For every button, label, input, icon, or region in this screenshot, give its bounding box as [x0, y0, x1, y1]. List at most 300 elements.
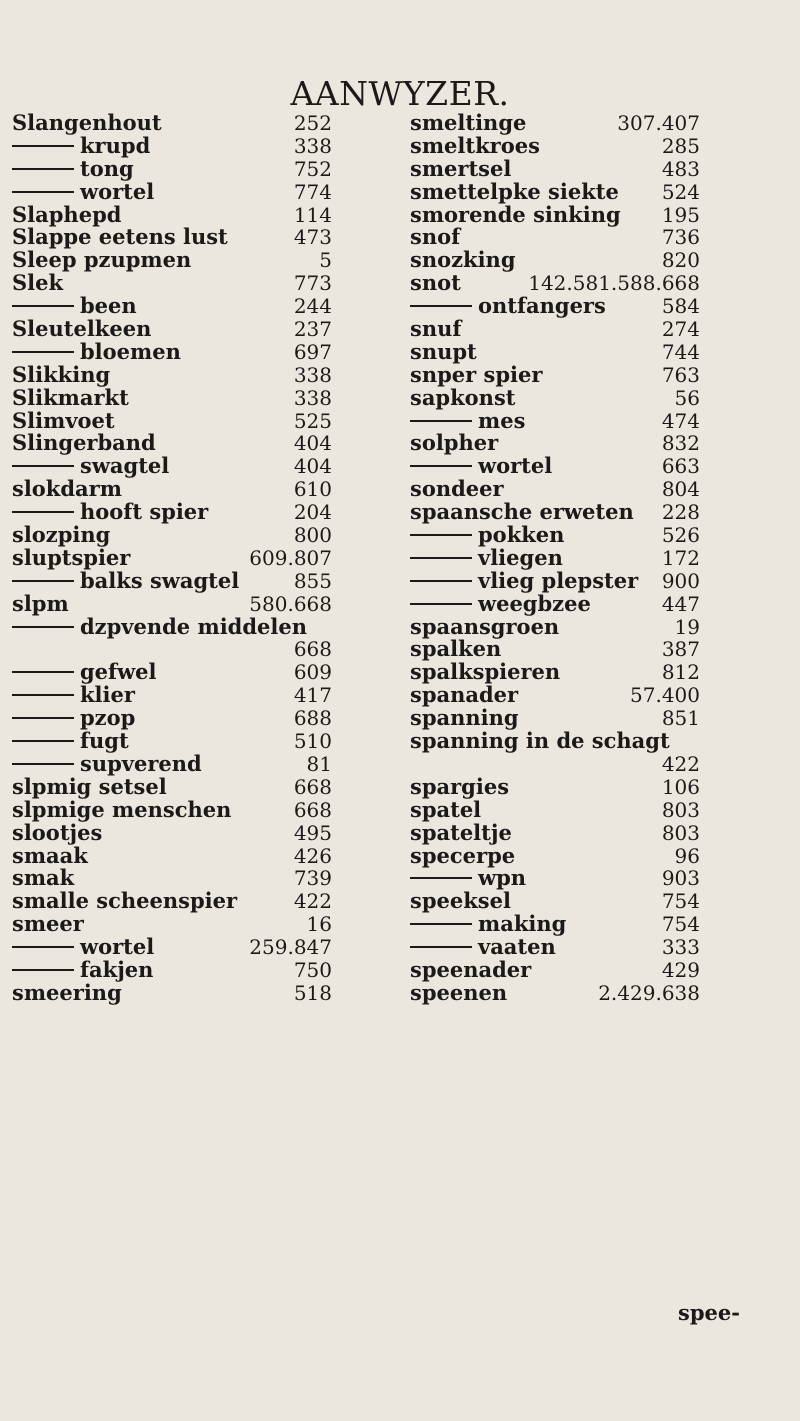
- entry-term-text: spalken: [410, 636, 502, 662]
- entry-term: [12, 567, 240, 593]
- entry-term-text: spalkspieren: [410, 659, 561, 685]
- entry-term-text: snuf: [410, 316, 462, 342]
- index-entry: [410, 796, 740, 822]
- ditto-dash: [12, 671, 74, 673]
- entry-term: [410, 112, 526, 135]
- entry-page-number: 800: [293, 523, 332, 548]
- entry-term-text: sluptspier: [12, 544, 131, 570]
- index-entry: [410, 272, 740, 295]
- entry-page-number: 518: [293, 980, 332, 1005]
- ditto-dash: [410, 603, 472, 605]
- entry-term-text: sondeer: [410, 476, 504, 502]
- entry-page-number: 387: [661, 637, 700, 662]
- entry-term: [12, 842, 88, 868]
- entry-term: [410, 178, 619, 204]
- entry-page-number: 338: [293, 385, 332, 410]
- entry-term-text: supverend: [80, 750, 202, 776]
- entry-term-text: slozping: [12, 522, 111, 548]
- entry-term: [12, 132, 151, 158]
- entry-page-number: 903: [661, 866, 700, 891]
- entry-page-number: 447: [661, 591, 700, 616]
- entry-page-number: 19: [674, 614, 700, 639]
- entry-term: [12, 890, 237, 913]
- entry-term: [12, 661, 157, 684]
- entry-page-number: 663: [661, 454, 700, 479]
- entry-term: [12, 112, 162, 135]
- entry-term: [12, 544, 131, 570]
- entry-term: [410, 338, 477, 364]
- entry-page-number: 668: [293, 637, 332, 662]
- entry-page-number: 763: [661, 362, 700, 387]
- entry-page-number: 172: [661, 545, 700, 570]
- entry-page-number: 5: [319, 248, 332, 273]
- index-entry: [410, 638, 740, 661]
- entry-page-number: 142.581.588.668: [528, 271, 700, 296]
- index-entry: [410, 501, 740, 524]
- entry-term: [410, 773, 510, 799]
- entry-page-number: 580.668: [249, 591, 332, 616]
- entry-term-text: spatel: [410, 796, 482, 822]
- entry-term-text: weegbzee: [478, 590, 591, 616]
- entry-page-number: 495: [293, 820, 332, 845]
- entry-term-text: Slikking: [12, 361, 111, 387]
- entry-term: [410, 867, 526, 890]
- index-entry: [12, 936, 392, 959]
- ditto-dash: [12, 740, 74, 742]
- index-entry: [410, 707, 740, 730]
- ditto-dash: [12, 694, 74, 696]
- ditto-dash: [410, 877, 472, 879]
- entry-term: [12, 272, 63, 295]
- index-entry: [410, 432, 740, 455]
- index-entry: [12, 590, 392, 616]
- entry-term: [410, 913, 566, 936]
- entry-term-text: Slangenhout: [12, 110, 162, 135]
- entry-term: [12, 318, 151, 341]
- entry-term: [12, 432, 156, 455]
- entry-term-text: mes: [478, 407, 526, 433]
- ditto-dash: [410, 580, 472, 582]
- entry-term: [410, 249, 516, 272]
- left-column: [12, 112, 392, 1005]
- entry-page-number: 832: [661, 431, 700, 456]
- entry-page-number: 851: [661, 706, 700, 731]
- ditto-dash: [410, 946, 472, 948]
- index-entry: [12, 318, 392, 341]
- entry-term-text: been: [80, 293, 137, 319]
- entry-page-number: 609: [293, 660, 332, 685]
- entry-term-text: speeksel: [410, 888, 511, 914]
- entry-term-text: spanning in de schagt: [410, 728, 670, 754]
- entry-page-number: 404: [293, 431, 332, 456]
- entry-term: [410, 613, 560, 639]
- index-entry: [12, 684, 392, 707]
- ditto-dash: [410, 534, 472, 536]
- entry-term: [12, 979, 122, 1005]
- ditto-dash: [12, 717, 74, 719]
- entry-term-text: klier: [80, 682, 135, 708]
- index-entry: [12, 707, 392, 730]
- entry-term-text: snot: [410, 270, 461, 296]
- entry-page-number: 526: [661, 523, 700, 548]
- index-entry: [410, 201, 740, 227]
- entry-page-number: 584: [661, 294, 700, 319]
- ditto-dash: [410, 557, 472, 559]
- ditto-dash: [12, 191, 74, 193]
- entry-term-text: smeering: [12, 979, 122, 1005]
- ditto-dash: [12, 969, 74, 971]
- entry-term: [410, 478, 504, 501]
- entry-page-number: 259.847: [249, 935, 332, 960]
- entry-page-number: 739: [293, 866, 332, 891]
- entry-term-text: vaaten: [478, 934, 556, 960]
- entry-term-text: Sleep pzupmen: [12, 247, 192, 273]
- index-entry: [410, 132, 740, 158]
- index-entry: [12, 384, 392, 410]
- entry-term: [12, 524, 110, 547]
- entry-page-number: 56: [674, 385, 700, 410]
- entry-page-number: 417: [293, 683, 332, 708]
- entry-term-text: vlieg plepster: [478, 567, 639, 593]
- entry-page-number: 804: [661, 477, 700, 502]
- index-entry: [410, 155, 740, 181]
- ditto-dash: [410, 465, 472, 467]
- entry-term: [12, 590, 69, 616]
- entry-term: [410, 544, 563, 570]
- index-entry: [12, 249, 392, 272]
- index-entry: [12, 478, 392, 501]
- entry-page-number: 754: [661, 912, 700, 937]
- entry-term: [410, 638, 501, 661]
- entry-term: [410, 295, 606, 318]
- entry-page-number: 668: [293, 774, 332, 799]
- entry-term: [12, 956, 154, 982]
- entry-term: [410, 318, 461, 341]
- entry-page-number: 96: [674, 843, 700, 868]
- entry-term: [410, 132, 540, 158]
- entry-term: [410, 361, 543, 387]
- entry-page-number: 525: [293, 408, 332, 433]
- entry-page-number: 404: [293, 454, 332, 479]
- entry-term-text: specerpe: [410, 842, 516, 868]
- entry-page-number: 237: [293, 317, 332, 342]
- index-entry: [410, 956, 740, 982]
- ditto-dash: [12, 168, 74, 170]
- entry-term: [410, 567, 639, 593]
- index-entry: [12, 773, 392, 799]
- entry-page-number: 114: [293, 202, 332, 227]
- entry-page-number: 473: [293, 225, 332, 250]
- entry-page-number: 688: [293, 706, 332, 731]
- index-entry: [410, 567, 740, 593]
- entry-page-number: 750: [293, 957, 332, 982]
- entry-page-number: 195: [661, 202, 700, 227]
- entry-term-text: smettelpke siekte: [410, 178, 619, 204]
- index-entry: [12, 524, 392, 547]
- ditto-dash: [12, 465, 74, 467]
- entry-term: [410, 407, 526, 433]
- entry-term: [410, 226, 460, 249]
- index-entry: [410, 936, 740, 959]
- entry-page-number: 752: [293, 156, 332, 181]
- entry-term: [410, 684, 518, 707]
- index-entry: [410, 295, 740, 318]
- index-entry: [12, 796, 392, 822]
- entry-term: [12, 819, 103, 845]
- entry-term: [410, 590, 591, 616]
- right-column: [410, 112, 740, 1005]
- index-entry: [12, 295, 392, 318]
- entry-term-text: spanader: [410, 682, 519, 708]
- entry-term: [12, 338, 181, 364]
- entry-term-text: hooft spier: [80, 499, 209, 525]
- entry-term: [410, 455, 552, 478]
- entry-term: [12, 613, 308, 639]
- index-entry: [12, 956, 392, 982]
- entry-term: [410, 842, 516, 868]
- index-entry: [12, 432, 392, 455]
- index-entry: [410, 890, 740, 913]
- ditto-dash: [410, 305, 472, 307]
- index-entry: [12, 867, 392, 890]
- entry-term: [12, 913, 84, 936]
- entry-term: [12, 455, 169, 478]
- entry-page-number: 204: [293, 500, 332, 525]
- entry-term-text: snozking: [410, 247, 516, 273]
- index-entry: [410, 590, 740, 616]
- entry-term-text: pzop: [80, 705, 136, 731]
- entry-term-text: dzpvende middelen: [80, 613, 308, 639]
- entry-page-number: 668: [293, 797, 332, 822]
- index-entry: [12, 178, 392, 204]
- entry-page-number: 510: [293, 729, 332, 754]
- entry-term-text: fakjen: [80, 956, 154, 982]
- entry-term-text: Slingerband: [12, 430, 156, 456]
- entry-term-text: slpm: [12, 590, 69, 616]
- ditto-dash: [410, 923, 472, 925]
- index-entry: [12, 272, 392, 295]
- entry-page-number: 483: [661, 156, 700, 181]
- index-entry: [410, 819, 740, 845]
- index-entry: [12, 661, 392, 684]
- ditto-dash: [12, 511, 74, 513]
- entry-term-text: Slimvoet: [12, 407, 115, 433]
- index-entry: [12, 155, 392, 181]
- entry-term-text: tong: [80, 155, 134, 181]
- entry-term: [410, 796, 482, 822]
- entry-page-number: 422: [293, 889, 332, 914]
- entry-term: [12, 707, 135, 730]
- index-entry: [12, 226, 392, 249]
- entry-term: [410, 956, 532, 982]
- entry-page-number: 16: [306, 912, 332, 937]
- entry-term: [410, 272, 461, 295]
- entry-term: [410, 661, 560, 684]
- index-entry: [12, 819, 392, 845]
- entry-term: [12, 867, 74, 890]
- index-entry: [410, 226, 740, 249]
- entry-page-number: 57.400: [630, 683, 700, 708]
- index-entry: [12, 361, 392, 387]
- entry-term: [410, 501, 634, 524]
- entry-term-text: smeltinge: [410, 110, 527, 135]
- entry-term: [410, 890, 511, 913]
- ditto-dash: [12, 305, 74, 307]
- entry-page-number: 754: [661, 889, 700, 914]
- entry-term-text: making: [478, 911, 567, 937]
- entry-term-text: smertsel: [410, 155, 512, 181]
- ditto-dash: [12, 580, 74, 582]
- entry-term-text: wpn: [478, 865, 527, 891]
- index-entry: [12, 201, 392, 227]
- index-entry: [12, 842, 392, 868]
- entry-page-number: 609.807: [249, 545, 332, 570]
- index-entry: [12, 567, 392, 593]
- index-entry: [410, 730, 740, 776]
- entry-term-text: spargies: [410, 773, 510, 799]
- entry-term: [12, 226, 228, 249]
- entry-term: [12, 478, 122, 501]
- entry-term-text: Sleutelkeen: [12, 316, 152, 342]
- entry-term-text: solpher: [410, 430, 499, 456]
- entry-term-text: wortel: [80, 178, 155, 204]
- entry-page-number: 774: [293, 179, 332, 204]
- index-entry: [12, 730, 392, 753]
- ditto-dash: [12, 626, 74, 628]
- index-entry: [410, 318, 740, 341]
- entry-term-text: spaansgroen: [410, 613, 560, 639]
- index-entry: [410, 544, 740, 570]
- entry-term-text: smeer: [12, 911, 84, 937]
- entry-page-number: 228: [661, 500, 700, 525]
- index-entry: [410, 384, 740, 410]
- entry-term: [12, 750, 202, 776]
- entry-term: [410, 936, 556, 959]
- index-entry: [410, 773, 740, 799]
- entry-term: [12, 155, 134, 181]
- entry-page-number: 773: [293, 271, 332, 296]
- entry-term: [410, 432, 498, 455]
- entry-page-number: 274: [661, 317, 700, 342]
- entry-term-text: slootjes: [12, 819, 103, 845]
- index-entry: [410, 661, 740, 684]
- index-entry: [12, 890, 392, 913]
- entry-term: [12, 295, 137, 318]
- index-entry: [410, 249, 740, 272]
- index-entry: [410, 979, 740, 1005]
- entry-term-text: wortel: [478, 453, 553, 479]
- entry-term: [410, 707, 519, 730]
- entry-page-number: 429: [661, 957, 700, 982]
- index-entry: [12, 979, 392, 1005]
- index-entry: [410, 455, 740, 478]
- entry-page-number: 820: [661, 248, 700, 273]
- index-entry: [410, 913, 740, 936]
- entry-page-number: 81: [306, 751, 332, 776]
- entry-page-number: 106: [661, 774, 700, 799]
- entry-term-text: smeltkroes: [410, 132, 540, 158]
- entry-term: [410, 384, 516, 410]
- index-entry: [12, 132, 392, 158]
- entry-page-number: 2.429.638: [598, 980, 700, 1005]
- entry-term-text: vliegen: [478, 544, 563, 570]
- index-entry: [12, 750, 392, 776]
- index-entry: [410, 684, 740, 707]
- entry-page-number: 744: [661, 339, 700, 364]
- index-entry: [410, 478, 740, 501]
- entry-term: [12, 407, 115, 433]
- index-entry: [12, 913, 392, 936]
- index-entry: [12, 455, 392, 478]
- entry-page-number: 610: [293, 477, 332, 502]
- catchword: spee-: [678, 1300, 740, 1325]
- entry-term-text: pokken: [478, 522, 565, 548]
- entry-term-text: spanning: [410, 705, 519, 731]
- index-entry: [12, 613, 392, 662]
- page-header: AANWYZER.: [290, 74, 510, 113]
- entry-page-number: 524: [661, 179, 700, 204]
- index-entry: [410, 361, 740, 387]
- entry-term-text: snof: [410, 224, 461, 250]
- entry-term: [12, 730, 129, 753]
- entry-term-text: fugt: [80, 728, 129, 754]
- ditto-dash: [12, 145, 74, 147]
- entry-page-number: 252: [293, 111, 332, 135]
- entry-term: [410, 979, 508, 1005]
- entry-term: [12, 684, 135, 707]
- entry-page-number: 338: [293, 133, 332, 158]
- entry-term: [410, 155, 512, 181]
- index-entry: [12, 407, 392, 433]
- index-entry: [12, 338, 392, 364]
- entry-page-number: 474: [661, 408, 700, 433]
- ditto-dash: [410, 420, 472, 422]
- entry-page-number: 736: [661, 225, 700, 250]
- entry-term-text: sapkonst: [410, 384, 516, 410]
- entry-term: [12, 201, 122, 227]
- entry-term-text: smorende sinking: [410, 201, 621, 227]
- entry-term-text: wortel: [80, 934, 155, 960]
- entry-page-number: 307.407: [617, 111, 700, 135]
- entry-term: [410, 201, 621, 227]
- entry-page-number: 803: [661, 820, 700, 845]
- entry-term: [12, 501, 208, 524]
- entry-term-text: slpmige menschen: [12, 796, 232, 822]
- entry-page-number: 285: [661, 133, 700, 158]
- entry-term-text: snper spier: [410, 361, 543, 387]
- entry-page-number: 803: [661, 797, 700, 822]
- entry-term-text: smaak: [12, 842, 88, 868]
- entry-page-number: 855: [293, 568, 332, 593]
- entry-page-number: 422: [661, 751, 700, 776]
- entry-term: [12, 361, 111, 387]
- entry-term-text: ontfangers: [478, 293, 606, 319]
- entry-page-number: 697: [293, 339, 332, 364]
- entry-term-text: slpmig setsel: [12, 773, 167, 799]
- entry-page-number: 900: [661, 568, 700, 593]
- ditto-dash: [12, 946, 74, 948]
- entry-term: [410, 730, 670, 753]
- entry-term-text: Slek: [12, 270, 64, 296]
- entry-term-text: Slappe eetens lust: [12, 224, 228, 250]
- index-entry: [410, 867, 740, 890]
- entry-term-text: spateltje: [410, 819, 512, 845]
- index-entry: [12, 112, 392, 135]
- entry-term: [12, 936, 154, 959]
- entry-term-text: slokdarm: [12, 476, 122, 502]
- index-entry: [410, 407, 740, 433]
- entry-term-text: krupd: [80, 132, 151, 158]
